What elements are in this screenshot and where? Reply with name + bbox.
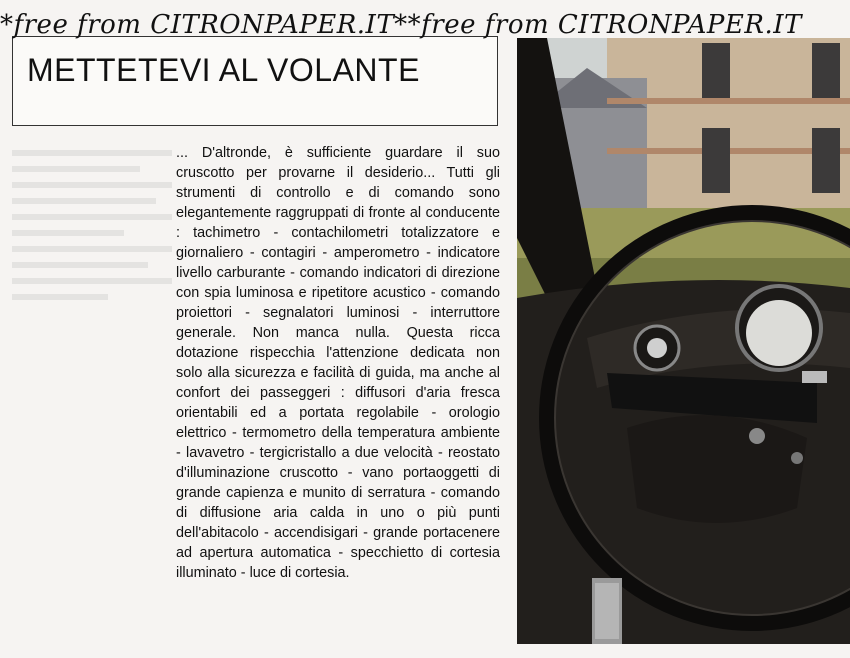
dashboard-illustration: [517, 38, 850, 644]
dashboard-photo: [517, 38, 850, 644]
page-title: METTETEVI AL VOLANTE: [27, 52, 420, 88]
faded-background-text: [12, 140, 172, 310]
title-box: [12, 36, 498, 126]
body-paragraph: ... D'altronde, è sufficiente guardare il suo cruscotto per provarne il desiderio... Tutti gli strumenti di controllo e di comando sono elegantemente raggruppati di fronte al conducente : tachimetro - contachilometri totalizzatore e giornaliero - contagiri - amperometro - indicatore livello carburante - comando indicatori di direzione con spia luminosa e ripetitore acustico - comando proiettori - segnalatori luminosi - interruttore generale. Non manca nulla. Questa ricca dotazione rispecchia l'attenzione dedicata non solo alla sicurezza e facilità di guida, ma anche al confort dei passeggeri : diffusori d'aria fresca orientabili ed a portata regolabile - orologio elettrico - termometro della temperatura ambiente - lavavetro - tergicristallo a due velocità - reostato d'illuminazione cruscotto - vano portaoggetti di grande capienza e munito di serratura - comando di diffusione aria calda in uno o più punti dell'abitacolo - accendisigari - grande portacenere ad apertura automatica - specchietto di cortesia illuminato - luce di cortesia.: [176, 145, 500, 581]
watermark-text: *free from CITRONPAPER.IT**free from CITRONPAPER.IT: [0, 10, 802, 40]
